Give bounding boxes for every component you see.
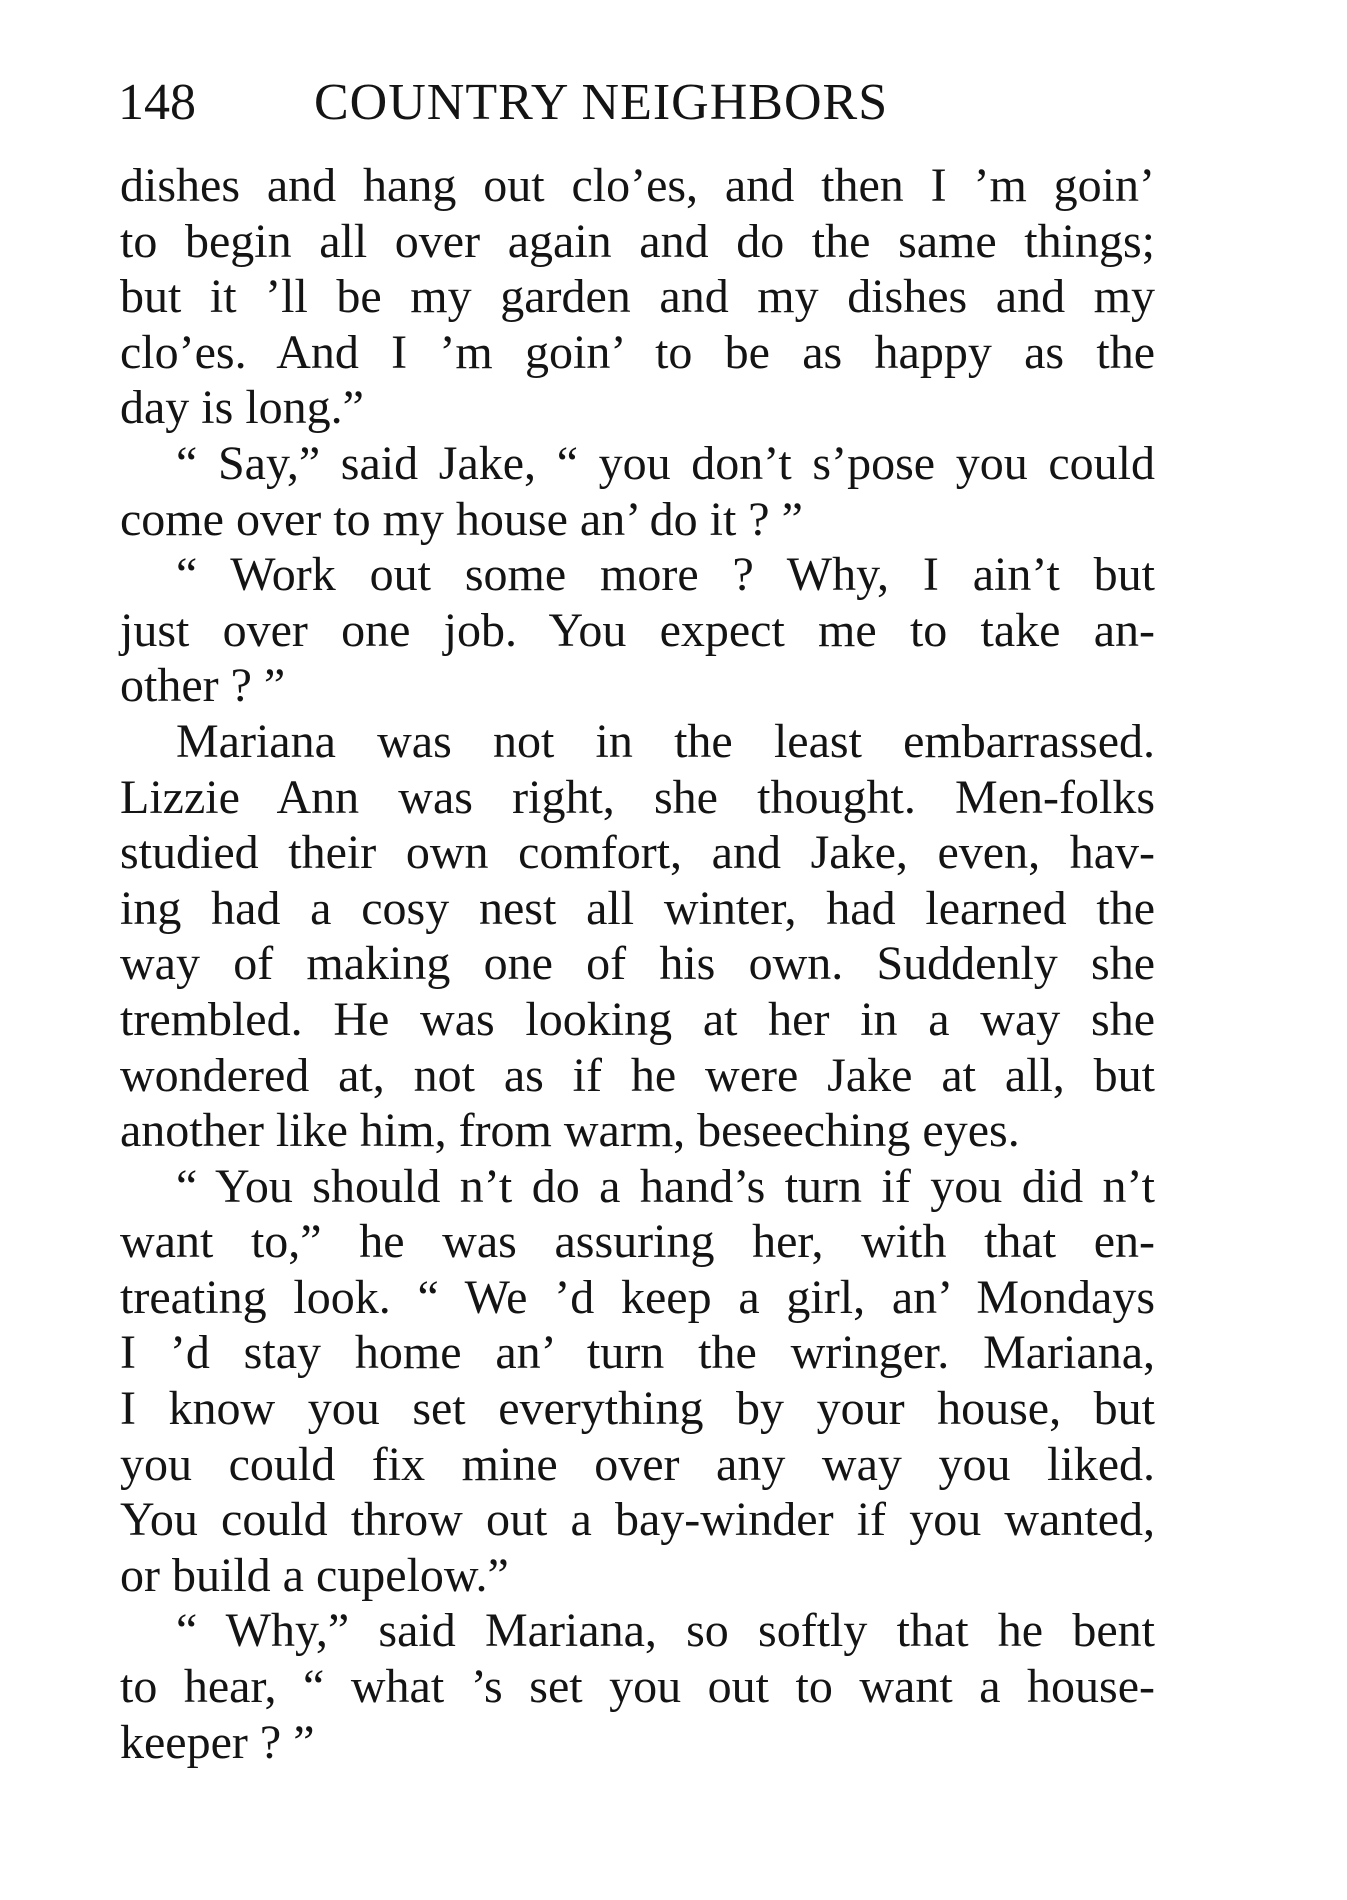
text-line: trembled. He was looking at her in a way she: [120, 992, 1155, 1046]
text-line: Mariana was not in the least embarrassed.: [176, 714, 1155, 768]
text-line: treating look. “ We ’d keep a girl, an’ Mondays: [120, 1270, 1155, 1324]
text-line: to hear, “ what ’s set you out to want a house-: [120, 1660, 1155, 1714]
page-header: [118, 68, 1178, 138]
text-line: just over one job. You expect me to take an-: [120, 603, 1155, 657]
text-line: but it ’ll be my garden and my dishes and my: [120, 270, 1155, 324]
text-line: I ’d stay home an’ turn the wringer. Mariana,: [120, 1326, 1155, 1380]
text-line: “ Why,” said Mariana, so softly that he bent: [176, 1604, 1155, 1658]
text-line: other ? ”: [120, 659, 286, 713]
text-line: I know you set everything by your house, but: [120, 1382, 1155, 1436]
text-line: wondered at, not as if he were Jake at all, but: [120, 1048, 1155, 1102]
text-line: or build a cupelow.”: [120, 1548, 509, 1602]
text-line: “ Work out some more ? Why, I ain’t but: [176, 548, 1155, 602]
text-line: to begin all over again and do the same things;: [120, 214, 1155, 268]
text-line: another like him, from warm, beseeching eyes.: [120, 1104, 1020, 1158]
text-line: day is long.”: [120, 381, 364, 435]
text-line: want to,” he was assuring her, with that en-: [120, 1215, 1155, 1269]
text-line: Lizzie Ann was right, she thought. Men-folks: [120, 770, 1155, 824]
text-line: clo’es. And I ’m goin’ to be as happy as the: [120, 325, 1155, 379]
body-text: [120, 158, 1155, 1770]
text-line: you could fix mine over any way you liked.: [120, 1437, 1155, 1491]
text-line: ing had a cosy nest all winter, had learned the: [120, 881, 1155, 935]
text-line: “ Say,” said Jake, “ you don’t s’pose you could: [176, 436, 1155, 490]
page-number: 148: [118, 74, 196, 131]
text-line: come over to my house an’ do it ? ”: [120, 492, 803, 546]
text-line: You could throw out a bay-winder if you wanted,: [120, 1493, 1155, 1547]
text-line: “ You should n’t do a hand’s turn if you did n’t: [176, 1159, 1155, 1213]
running-title: COUNTRY NEIGHBORS: [314, 74, 889, 131]
text-line: way of making one of his own. Suddenly she: [120, 937, 1155, 991]
text-line: dishes and hang out clo’es, and then I ’m goin’: [120, 159, 1155, 212]
text-line: keeper ? ”: [120, 1715, 315, 1769]
text-line: studied their own comfort, and Jake, even, hav-: [120, 826, 1155, 880]
